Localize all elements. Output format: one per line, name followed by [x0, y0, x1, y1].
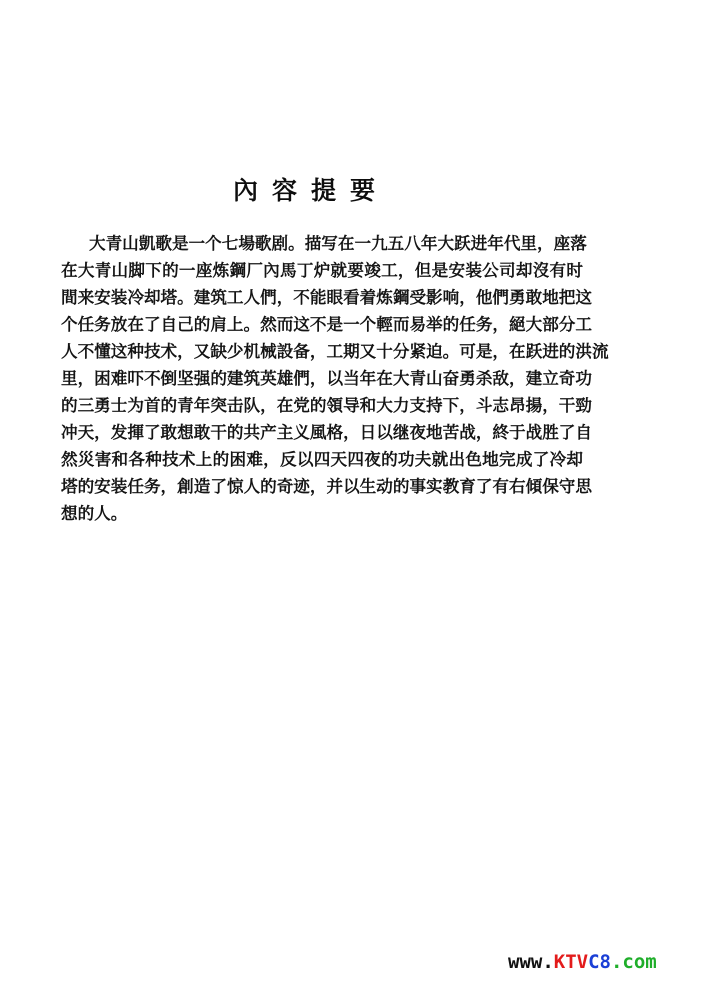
- paragraph-line: 人不懂这种技术，又缺少机械設备，工期又十分紧迫。可是，在跃进的洪流: [61, 341, 609, 361]
- watermark-ktv: KTV: [553, 951, 589, 973]
- watermark-www: www.: [508, 951, 554, 973]
- paragraph-line: 塔的安装任务，創造了惊人的奇迹，并以生动的事实教育了有右傾保守思: [61, 476, 592, 496]
- paragraph-line: 在大青山脚下的一座炼鋼厂內馬丁炉就要竣工，但是安装公司却沒有时: [61, 260, 583, 280]
- paragraph-line: 然災害和各种技术上的困难，反以四天四夜的功夫就出色地完成了冷却: [61, 449, 583, 469]
- paragraph-line: 大青山凱歌是一个七場歌剧。描写在一九五八年大跃进年代里，座落: [89, 233, 587, 253]
- watermark-c8: C8: [588, 951, 611, 973]
- paragraph-line: 間来安装冷却塔。建筑工人們，不能眼看着炼鋼受影响，他們勇敢地把这: [61, 287, 592, 307]
- watermark-com: .com: [610, 951, 657, 973]
- paragraph-line: 里，困难吓不倒坚强的建筑英雄們，以当年在大青山奋勇杀敌，建立奇功: [61, 368, 592, 388]
- paragraph-line: 冲天，发揮了敢想敢干的共产主义風格，日以继夜地苦战，終于战胜了自: [61, 422, 592, 442]
- site-watermark: [508, 950, 657, 974]
- paragraph-line: 个任务放在了自己的肩上。然而这不是一个輕而易举的任务，絕大部分工: [61, 314, 592, 334]
- paragraph-line: 想的人。: [61, 503, 128, 523]
- paragraph-line: 的三勇士为首的青年突击队，在党的領导和大力支持下，斗志昂揚，干勁: [61, 395, 592, 415]
- summary-paragraph: [61, 230, 609, 527]
- page-title: 內容提要: [232, 176, 389, 205]
